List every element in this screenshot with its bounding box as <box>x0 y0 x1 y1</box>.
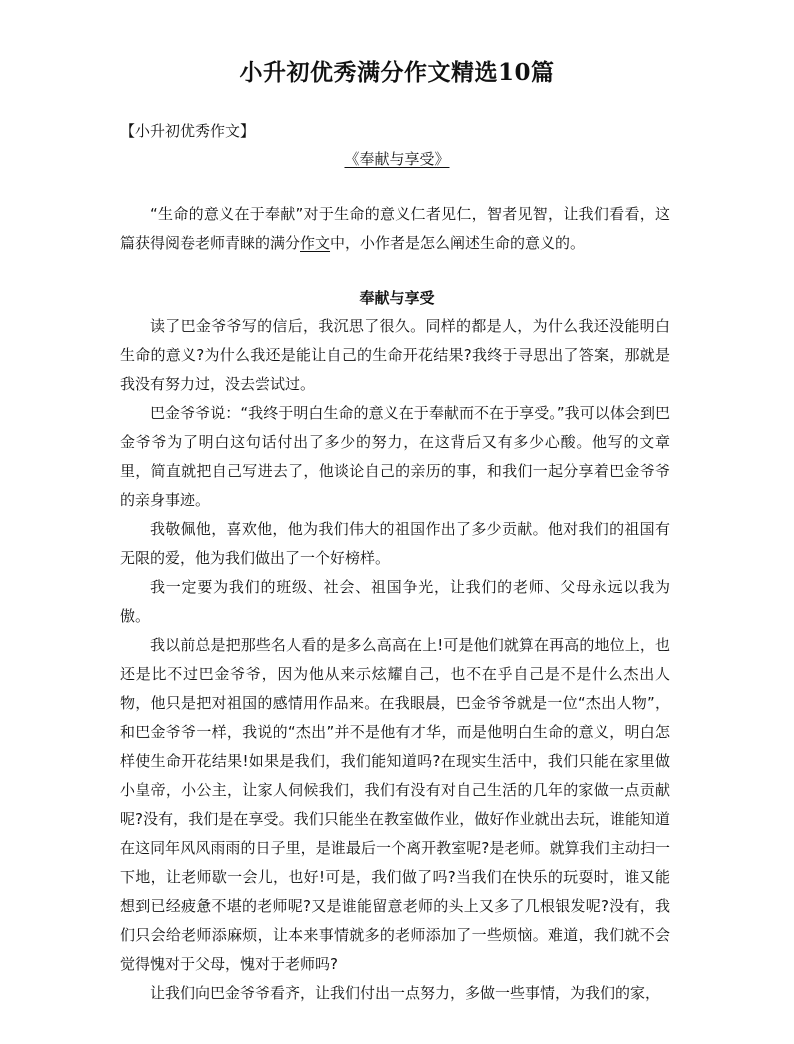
document-title: 小升初优秀满分作文精选10篇 <box>239 59 555 86</box>
essay-paragraph-4: 我一定要为我们的班级、社会、祖国争光，让我们的老师、父母永远以我为傲。 <box>120 578 670 625</box>
intro-paragraph <box>120 200 670 258</box>
intro-text-part1: “生命的意义在于奉献”对于生命的意义仁者见仁，智者见智，让我们看看，这篇获得阅卷老师青睐的满分 <box>120 205 670 252</box>
essay-paragraph-3: 我敬佩他，喜欢他，他为我们伟大的祖国作出了多少贡献。他对我们的祖国有无限的爱，他为我们做出了一个好榜样。 <box>120 520 670 567</box>
essay-link[interactable]: 作文 <box>300 234 331 252</box>
intro-text-part2: 中，小作者是怎么阐述生命的意义的。 <box>330 234 586 252</box>
intro-block <box>120 200 670 258</box>
essay-paragraph-1: 读了巴金爷爷写的信后，我沉思了很久。同样的都是人，为什么我还没能明白生命的意义?为什么我还是能让自己的生命开花结果?我终于寻思出了答案，那就是我没有努力过，没去尝试过。 <box>120 317 670 393</box>
essay-body <box>120 312 670 1008</box>
essay-paragraph-6: 让我们向巴金爷爷看齐，让我们付出一点努力，多做一些事情，为我们的家， <box>150 984 661 1002</box>
essay-heading: 奉献与享受 <box>359 289 435 307</box>
essay-paragraph-2: 巴金爷爷说：“我终于明白生命的意义在于奉献而不在于享受。”我可以体会到巴金爷爷为了明白这句话付出了多少的努力，在这背后又有多少心酸。他写的文章里，简直就把自己写进去了，他谈论自己的亲历的事，和我们一起分享着巴金爷爷的亲身事迹。 <box>120 404 670 509</box>
section-label: 【小升初优秀作文】 <box>120 122 256 140</box>
essay-paragraph-5: 我以前总是把那些名人看的是多么高高在上!可是他们就算在再高的地位上，也还是比不过巴金爷爷，因为他从来示炫耀自己，也不在乎自己是不是什么杰出人物，他只是把对祖国的感情用作品来。在我眼晨，巴金爷爷就是一位“杰出人物”，和巴金爷爷一样，我说的“杰出”并不是他有才华，而是他明白生命的意义，明白怎样使生命开花结果!如果是我们，我们能知道吗?在现实生活中，我们只能在家里做小皇帝，小公主，让家人伺候我们，我们有没有对自己生活的几年的家做一点贡献呢?没有，我们是在享受。我们只能坐在教室做作业，做好作业就出去玩，谁能知道在这同年风风雨雨的日子里，是谁最后一个离开教室呢?是老师。就算我们主动扫一下地，让老师歇一会儿，也好!可是，我们做了吗?当我们在快乐的玩耍时，谁又能想到已经疲惫不堪的老师呢?又是谁能留意老师的头上又多了几根银发呢?没有，我们只会给老师添麻烦，让本来事情就多的老师添加了一些烦恼。难道，我们就不会觉得愧对于父母，愧对于老师吗? <box>120 636 670 973</box>
essay-link-title[interactable] <box>0 148 794 169</box>
essay-link-text[interactable]: 《奉献与享受》 <box>344 150 450 168</box>
